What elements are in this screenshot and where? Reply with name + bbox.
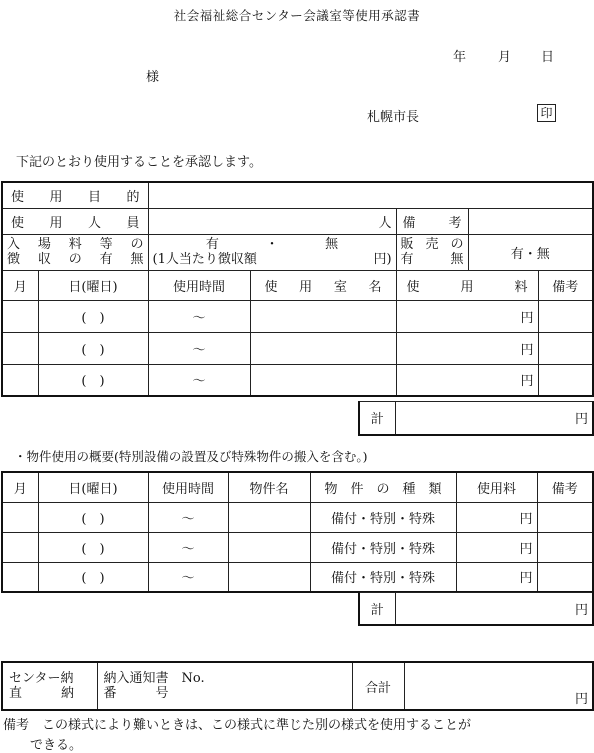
footnote-line-2: できる。 (30, 738, 83, 753)
usage-total (358, 401, 594, 436)
section2-heading: ・物件使用の概要(特別設備の設置及び特殊物件の搬入を含む。) (14, 449, 368, 464)
notice-no: No. (181, 671, 205, 686)
sale-label: 販売の 有無 (396, 234, 468, 270)
row-fee[interactable]: 円 (396, 364, 538, 396)
row-day[interactable]: ( ) (38, 532, 148, 562)
row-room[interactable] (250, 364, 396, 396)
row-time[interactable]: ～ (148, 300, 250, 332)
total-label: 計 (359, 593, 395, 625)
row-day[interactable]: ( ) (38, 300, 148, 332)
row-remarks[interactable] (538, 332, 593, 364)
col-time: 使用時間 (148, 472, 228, 502)
fee-per-unit: 円) (373, 252, 392, 267)
row-remarks[interactable] (537, 562, 593, 592)
fee-per-label: (1人当たり徴収額 (152, 252, 257, 267)
row-fee[interactable]: 円 (456, 502, 537, 532)
row-remarks[interactable] (537, 502, 593, 532)
row-month[interactable] (2, 300, 38, 332)
document-title: 社会福祉総合センター会議室等使用承認書 (173, 8, 421, 23)
total-label: 計 (359, 402, 395, 435)
notice-label: 納入通知書 (103, 671, 169, 686)
date-day: 日 (541, 50, 555, 65)
row-time[interactable]: ～ (148, 562, 228, 592)
persons-unit[interactable]: 人 (148, 208, 396, 234)
col-day: 日(曜日) (38, 472, 148, 502)
row-fee[interactable]: 円 (396, 300, 538, 332)
table-row (2, 364, 593, 396)
row-month[interactable] (2, 502, 38, 532)
center-direct-label: センター納 直 納 (2, 662, 97, 710)
usage-table (1, 181, 594, 397)
row-remarks[interactable] (538, 300, 593, 332)
row-month[interactable] (2, 364, 38, 396)
row-fee[interactable]: 円 (396, 332, 538, 364)
row-month[interactable] (2, 332, 38, 364)
row-day[interactable]: ( ) (38, 502, 148, 532)
row-room[interactable] (250, 332, 396, 364)
row-item-kind[interactable]: 備付・特別・特殊 (310, 502, 456, 532)
row-fee[interactable]: 円 (456, 562, 537, 592)
date-line (0, 46, 594, 65)
row-item-name[interactable] (228, 562, 310, 592)
row-time[interactable]: ～ (148, 364, 250, 396)
date-year: 年 (453, 50, 467, 65)
col-month: 月 (2, 270, 38, 300)
fee-no: 無 (325, 237, 339, 252)
date-month: 月 (498, 50, 512, 65)
notice-number[interactable] (97, 662, 352, 710)
table-row (2, 532, 593, 562)
footnote-line-1: 備考 この様式により難いときは、この様式に準じた別の様式を使用することが (3, 718, 472, 733)
row-month[interactable] (2, 562, 38, 592)
issuer-name: 札幌市長 (367, 110, 420, 125)
col-day: 日(曜日) (38, 270, 148, 300)
row-room[interactable] (250, 300, 396, 332)
purpose-value[interactable] (148, 182, 593, 208)
row-day[interactable]: ( ) (38, 562, 148, 592)
row-time[interactable]: ～ (148, 532, 228, 562)
col-item-name: 物件名 (228, 472, 310, 502)
seal-mark: 印 (537, 104, 556, 122)
fee-label: 入場料等の 徴収の有無 (2, 234, 148, 270)
row-time[interactable]: ～ (148, 332, 250, 364)
col-room: 使用室名 (250, 270, 396, 300)
payment-table (1, 661, 594, 711)
col-remarks: 備考 (537, 472, 593, 502)
row-remarks[interactable] (537, 532, 593, 562)
addressee-suffix: 様 (146, 70, 160, 85)
col-fee: 使用料 (396, 270, 538, 300)
col-month: 月 (2, 472, 38, 502)
col-fee: 使用料 (456, 472, 537, 502)
fee-value[interactable] (148, 234, 396, 270)
table-row (2, 562, 593, 592)
col-remarks: 備考 (538, 270, 593, 300)
fee-dot: ・ (265, 237, 279, 252)
row-remarks[interactable] (538, 364, 593, 396)
table-row (2, 332, 593, 364)
row-item-kind[interactable]: 備付・特別・特殊 (310, 562, 456, 592)
table-row (2, 300, 593, 332)
row-fee[interactable]: 円 (456, 532, 537, 562)
persons-remarks-value[interactable] (468, 208, 593, 234)
row-day[interactable]: ( ) (38, 364, 148, 396)
row-time[interactable]: ～ (148, 502, 228, 532)
purpose-label: 使用目的 (2, 182, 148, 208)
sum-value[interactable]: 円 (404, 662, 593, 710)
notice-number-label: 番 号 (103, 686, 169, 701)
col-item-kind: 物件の種類 (310, 472, 456, 502)
table-row (2, 502, 593, 532)
sale-value[interactable]: 有・無 (468, 234, 593, 270)
persons-remarks-label: 備考 (396, 208, 468, 234)
col-time: 使用時間 (148, 270, 250, 300)
total-value[interactable]: 円 (395, 593, 593, 625)
row-item-name[interactable] (228, 502, 310, 532)
sum-label: 合計 (352, 662, 404, 710)
row-item-name[interactable] (228, 532, 310, 562)
property-table (1, 471, 594, 593)
intro-text: 下記のとおり使用することを承認します。 (16, 155, 262, 170)
row-item-kind[interactable]: 備付・特別・特殊 (310, 532, 456, 562)
fee-yes: 有 (205, 237, 219, 252)
persons-label: 使用人員 (2, 208, 148, 234)
property-total (358, 592, 594, 626)
total-value[interactable]: 円 (395, 402, 593, 435)
row-month[interactable] (2, 532, 38, 562)
row-day[interactable]: ( ) (38, 332, 148, 364)
